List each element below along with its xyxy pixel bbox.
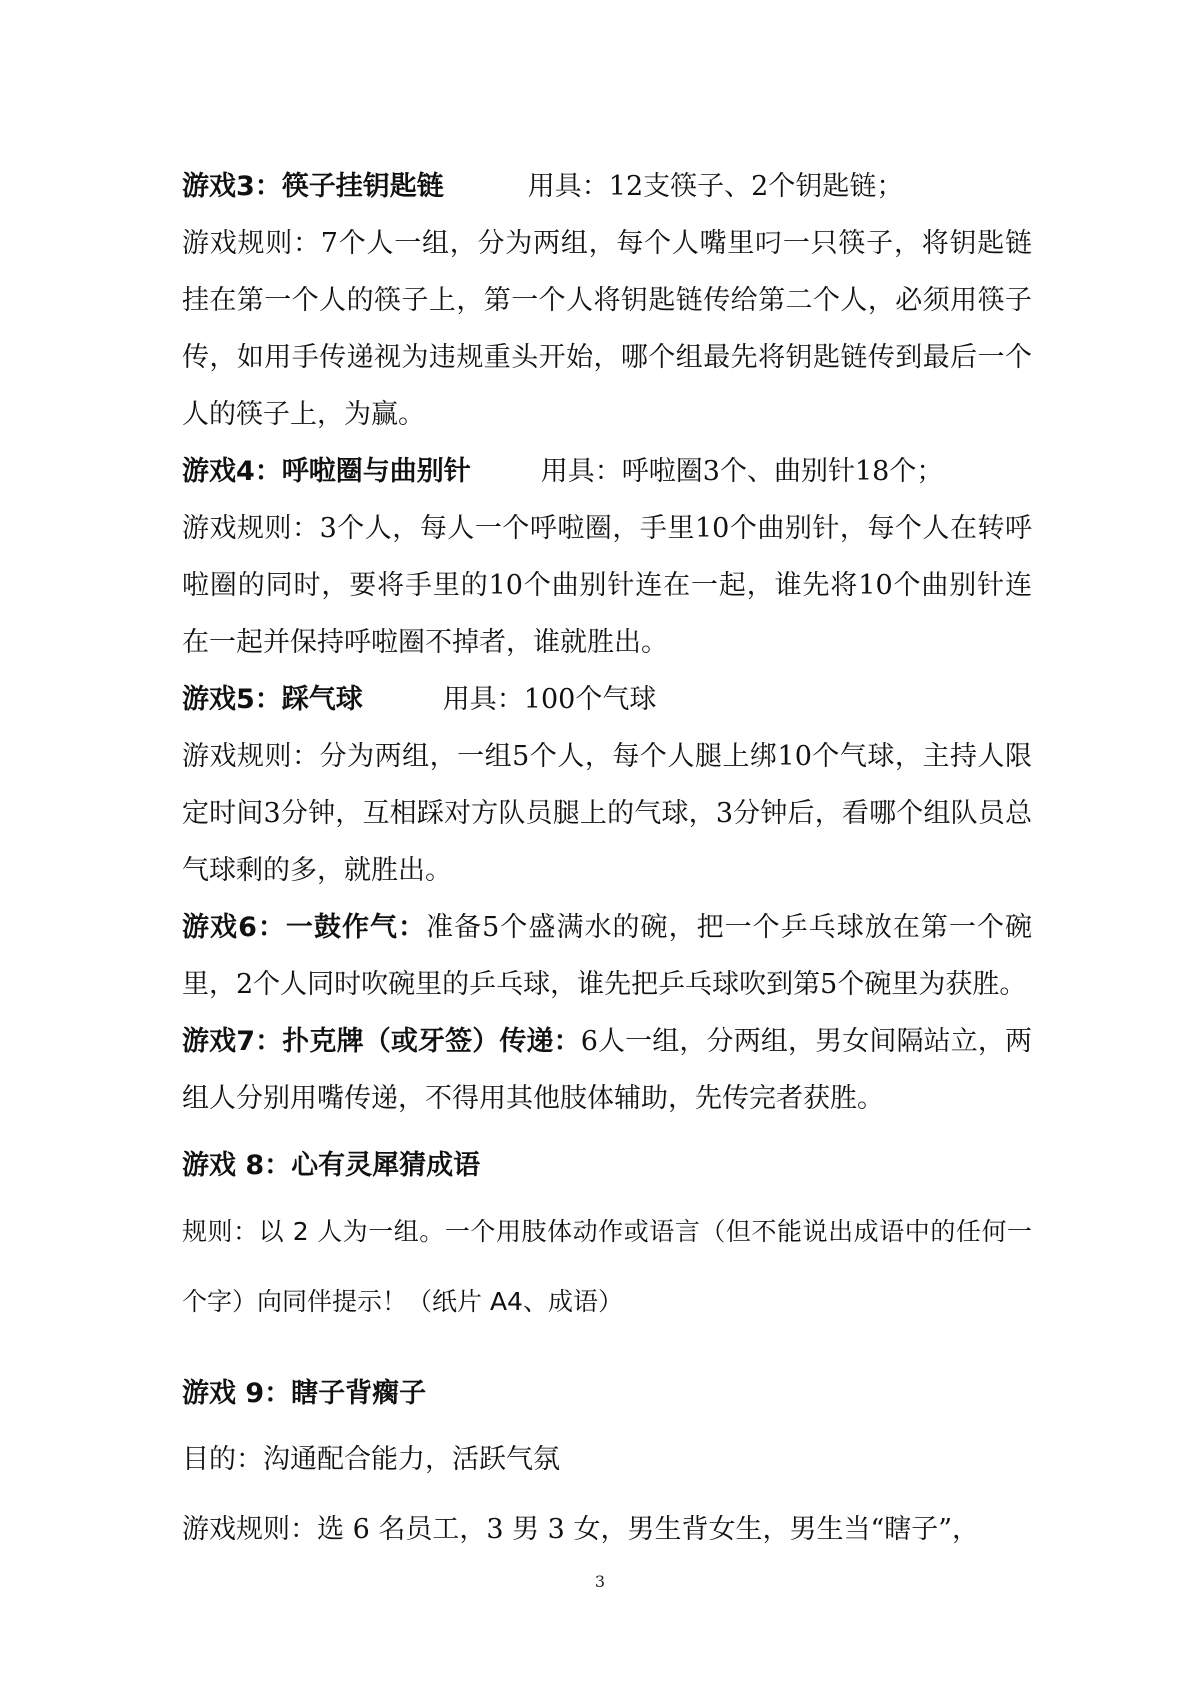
page-content [182, 158, 1032, 1565]
page-number: 3 [594, 1572, 606, 1591]
game3-header [182, 158, 1032, 215]
game9-title: 游戏 9：瞎子背瘸子 [182, 1378, 427, 1409]
game7-paragraph [182, 1013, 1032, 1127]
game4-rules: 游戏规则：3个人，每人一个呼啦圈，手里10个曲别针，每个人在转呼啦圈的同时，要将手里的10个曲别针连在一起，谁先将10个曲别针连在一起并保持呼啦圈不掉者，谁就胜出。 [182, 513, 1032, 658]
game5-tools: 用具：100个气球 [442, 684, 657, 715]
game3-title: 游戏3：筷子挂钥匙链 [182, 171, 444, 202]
game9-rules: 游戏规则：选 6 名员工，3 男 3 女，男生背女生，男生当“瞎子”， [182, 1514, 980, 1545]
game4-header [182, 443, 1032, 500]
game4-title: 游戏4：呼啦圈与曲别针 [182, 456, 471, 487]
game6-title: 游戏6：一鼓作气： [182, 912, 427, 943]
game4-tools: 用具：呼啦圈3个、曲别针18个； [540, 456, 944, 487]
game9-purpose: 目的：沟通配合能力，活跃气氛 [182, 1444, 560, 1475]
game3-rules: 游戏规则：7个人一组，分为两组，每个人嘴里叼一只筷子，将钥匙链挂在第一个人的筷子上，第一个人将钥匙链传给第二个人，必须用筷子传，如用手传递视为违规重头开始，哪个组最先将钥匙链传到最后一个人的筷子上，为赢。 [182, 228, 1032, 430]
game5-title: 游戏5：踩气球 [182, 684, 363, 715]
game8-rules: 规则：以 2 人为一组。一个用肢体动作或语言（但不能说出成语中的任何一个字）向同伴提示！（纸片 A4、成语） [182, 1217, 1032, 1316]
game8-title: 游戏 8：心有灵犀猜成语 [182, 1150, 481, 1181]
game5-rules: 游戏规则：分为两组，一组5个人，每个人腿上绑10个气球，主持人限定时间3分钟，互相踩对方队员腿上的气球，3分钟后，看哪个组队员总气球剩的多，就胜出。 [182, 741, 1032, 886]
game7-title: 游戏7：扑克牌（或牙签）传递： [182, 1026, 581, 1057]
game3-tools: 用具：12支筷子、2个钥匙链； [527, 171, 904, 202]
game7-rules: 6人一组，分两组，男女间隔站立，两组人分别用嘴传递，不得用其他肢体辅助，先传完者获胜。 [182, 1026, 1032, 1114]
game6-rules: 准备5个盛满水的碗，把一个乒乓球放在第一个碗里，2个人同时吹碗里的乒乓球，谁先把乒乓球吹到第5个碗里为获胜。 [182, 912, 1032, 1000]
game5-header [182, 671, 1032, 728]
game6-paragraph [182, 899, 1032, 1013]
